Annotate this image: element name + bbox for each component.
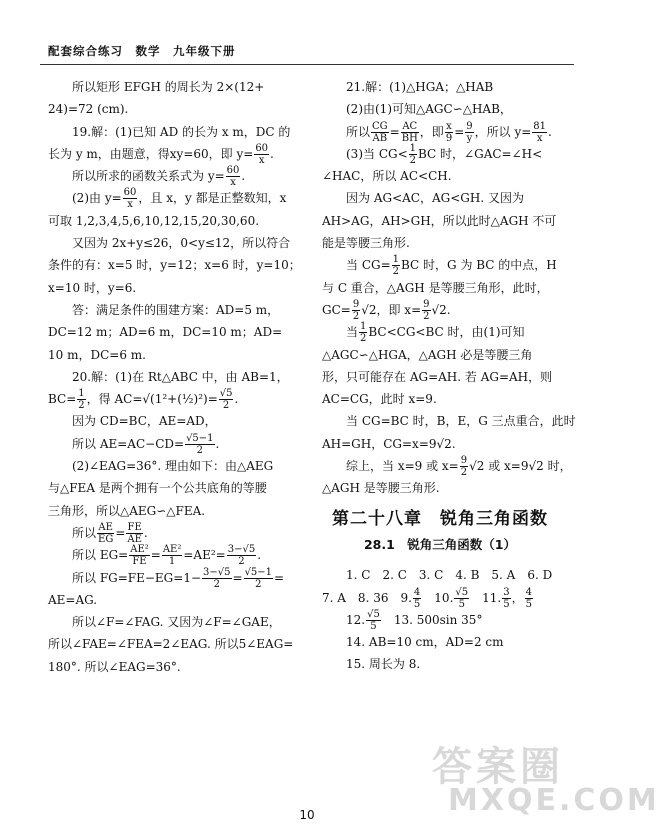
text-line: △AGC∽△HGA，△AGH 必是等腰三角 — [322, 347, 533, 362]
answer-line: 15. 周长为 8. — [346, 657, 421, 672]
text-line: DC=12 m；AD=6 m，DC=10 m；AD= — [48, 325, 283, 340]
text-line: AH=GH，CG=x=9√2. — [322, 436, 456, 451]
answer-line: 1. C 2. C 3. C 4. B 5. A 6. D — [346, 568, 553, 583]
text-line: 当 CG=BC 时，B，E，G 三点重合，此时 — [346, 414, 576, 429]
text-line: (2)∠EAG=36°. 理由如下：由△AEG — [72, 459, 274, 474]
watermark-url: MXQE.COM — [448, 783, 660, 818]
text-line: 形，只可能存在 AG=AH. 若 AG=AH，则 — [322, 369, 553, 384]
text-line: 条件的有：x=5 时，y=12；x=6 时，y=10； — [48, 258, 301, 273]
text-line: 所以 $\frac{CG}{AB}$ = $\frac{AC}{BH}$ ，即 $\frac{x}{9}$ = $\frac{9}{y}$ ，所以 y= $\frac{81}{x}$ . — [346, 120, 552, 144]
text-line: x=10 时，y=6. — [48, 280, 137, 295]
text-line: (2)由(1)可知△AGC∽△HAB， — [346, 102, 512, 117]
text-line: 综上，当 x=9 或 x= $\frac{9}{2}$ √2 或 x=9√2 时， — [346, 455, 572, 479]
text-line: 所以∠FAE=∠FEA=2∠EAG. 所以5∠EAG= — [48, 637, 294, 652]
text-line: 所以 AE=AC−CD= $\frac{√5-1}{2}$ . — [72, 432, 220, 456]
text-line: 所以 EG= $\frac{\text{AE²}}{FE}$ = $\frac{\text{AE²}}{1}$ =AE²= $\frac{3-√5}{2}$ . — [72, 544, 262, 568]
text-line: 所以∠F=∠FAG. 又因为∠F=∠GAE， — [72, 615, 281, 630]
text-line: 又因为 2x+y≤26，0<y≤12，所以符合 — [72, 236, 291, 251]
text-line: 长为 y m，由题意，得xy=60，即 y= $\frac{60}{x}$ . — [48, 142, 274, 166]
text-line: 当 CG= $\frac{1}{2}$ BC 时，G 为 BC 的中点，H — [346, 254, 557, 278]
left-column — [48, 76, 301, 678]
text-line: 10 m，DC=6 m. — [48, 347, 146, 362]
text-line: △AGH 是等腰三角形. — [322, 481, 440, 496]
text-line: BC= $\frac{1}{2}$ ，得 AC=√(1²+(½)²)= $\frac{√5}{2}$ . — [48, 388, 239, 412]
section-title: 28.1 锐角三角函数（1） — [363, 536, 517, 552]
text-line: 因为 AG<AC，AG<GH. 又因为 — [346, 191, 524, 206]
text-line: 20.解：(1)在 Rt△ABC 中，由 AB=1， — [72, 369, 289, 384]
text-line: 与△FEA 是两个拥有一个公共底角的等腰 — [48, 481, 267, 496]
right-column — [322, 76, 576, 676]
text-line: 所以矩形 EFGH 的周长为 2×(12+ — [72, 80, 265, 94]
header-rule — [40, 64, 574, 65]
text-line: AE=AG. — [48, 592, 98, 607]
watermark-logo: 答案圈 — [432, 744, 564, 790]
text-line: 与 C 重合，△AGH 是等腰三角形，此时， — [322, 280, 549, 295]
text-line: 能是等腰三角形. — [322, 236, 410, 251]
answer-line: 12. $\frac{√5}{5}$ 13. 500sin 35° — [346, 608, 483, 632]
text-line: GC= $\frac{9}{2}$ √2，即 x= $\frac{9}{2}$ √2. — [322, 298, 451, 322]
text-line: 24)=72 (cm). — [48, 102, 129, 117]
page-number: 10 — [299, 808, 315, 822]
running-header: 配套综合练习 数学 九年级下册 — [48, 44, 236, 58]
text-line: ∠HAC，所以 AC<CH. — [322, 169, 452, 184]
text-line: 19.解：(1)已知 AD 的长为 x m，DC 的 — [72, 124, 291, 139]
chapter-title: 第二十八章 锐角三角函数 — [332, 508, 548, 529]
text-line: 因为 CD=BC，AE=AD， — [72, 414, 217, 429]
text-line: 所以 $\frac{AE}{EG}$ = $\frac{FE}{AE}$ . — [72, 521, 148, 545]
text-line: AH>AG，AH>GH，所以此时△AGH 不可 — [322, 213, 557, 228]
text-line: (3)当 CG< $\frac{1}{2}$ BC 时，∠GAC=∠H< — [346, 142, 543, 166]
answer-line: 14. AB=10 cm，AD=2 cm — [346, 635, 504, 650]
text-line: 所以 FG=FE−EG=1− $\frac{3-√5}{2}$ = $\frac{√5-1}{2}$ = — [72, 566, 285, 590]
answer-line: 7. A 8. 36 9. $\frac{4}{5}$ 10. $\frac{√5}{5}$ 11. $\frac{3}{5}$ ， $\frac{4}{5}$ — [322, 586, 532, 610]
text-line: 当 $\frac{1}{2}$ BC<CG<BC 时，由(1)可知 — [346, 321, 525, 345]
text-line: 三角形，所以△AEG∽△FEA. — [48, 503, 206, 518]
text-line: (2)由 y= $\frac{60}{x}$ ，且 x，y 都是正整数知，x — [72, 187, 287, 211]
text-line: 21.解：(1)△HGA；△HAB — [346, 80, 494, 94]
text-line: 180°. 所以∠EAG=36°. — [48, 659, 181, 674]
text-line: 可取 1,2,3,4,5,6,10,12,15,20,30,60. — [48, 213, 260, 228]
text-line: AC=CG，此时 x=9. — [322, 392, 437, 407]
text-line: 所以所求的函数关系式为 y= $\frac{60}{x}$ . — [72, 165, 246, 189]
text-line: 答：满足条件的围建方案：AD=5 m， — [72, 302, 280, 317]
